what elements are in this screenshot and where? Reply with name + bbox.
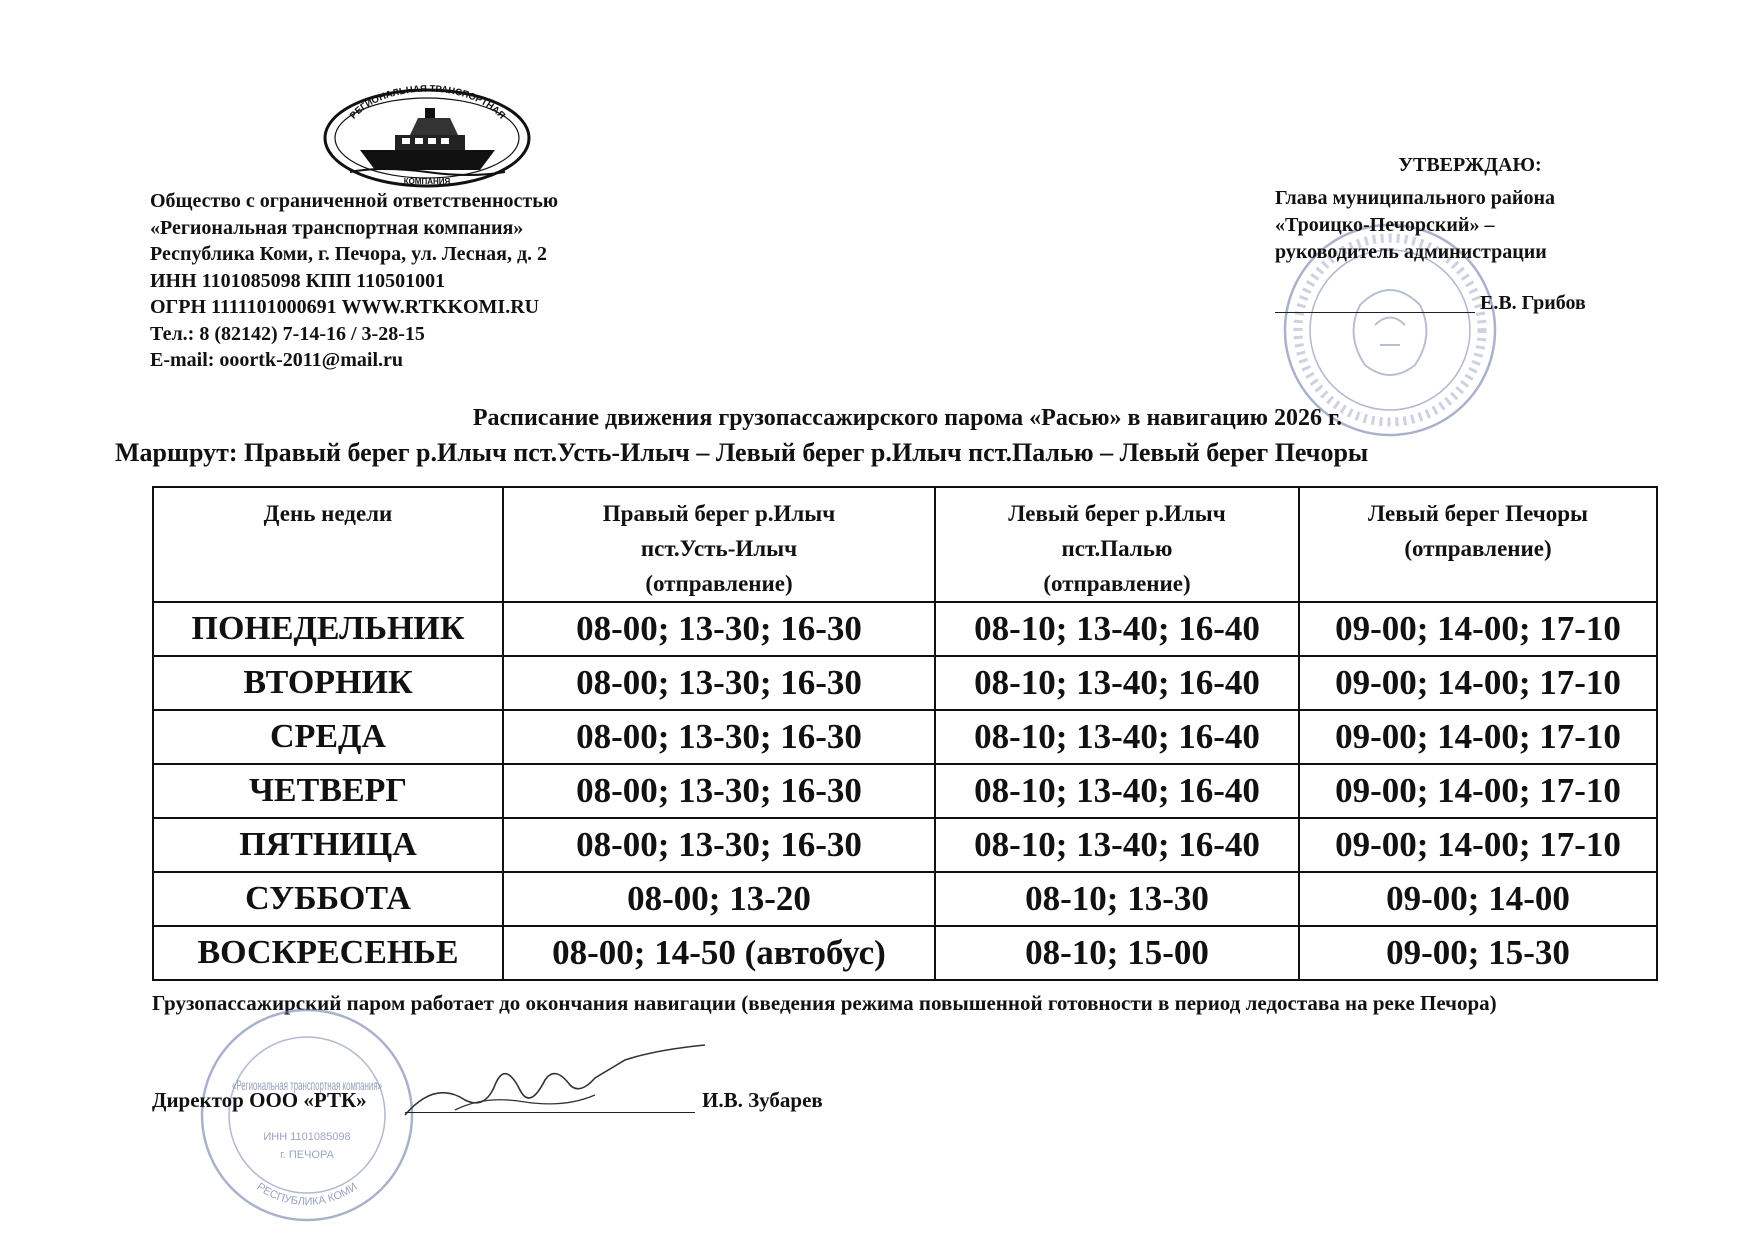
time-cell: 09-00; 14-00; 17-10	[1299, 710, 1657, 764]
table-row	[153, 656, 1657, 710]
company-line-ogrn: ОГРН 1111101000691 WWW.RTKKOMI.RU	[150, 296, 540, 318]
route-title: Маршрут: Правый берег р.Илыч пст.Усть-Илыч – Левый берег р.Илыч пст.Палью – Левый берег Печоры	[115, 438, 1369, 467]
time-cell: 08-10; 13-40; 16-40	[935, 764, 1299, 818]
header-line: пст.Усть-Илыч	[640, 536, 798, 561]
time-cell: 09-00; 14-00	[1299, 872, 1657, 926]
approval-signature-line	[1275, 312, 1475, 313]
time-cell: 08-10; 13-40; 16-40	[935, 602, 1299, 656]
day-cell: ПОНЕДЕЛЬНИК	[153, 602, 503, 656]
header-line: День недели	[263, 501, 393, 526]
time-cell: 08-10; 15-00	[935, 926, 1299, 980]
table-row	[153, 818, 1657, 872]
day-cell: СРЕДА	[153, 710, 503, 764]
time-cell: 09-00; 15-30	[1299, 926, 1657, 980]
approval-line-1: Глава муниципального района	[1275, 187, 1555, 209]
company-logo	[320, 80, 535, 190]
header-line: пст.Палью	[1061, 536, 1173, 561]
day-cell: ВОСКРЕСЕНЬЕ	[153, 926, 503, 980]
director-signature-line	[405, 1112, 695, 1113]
header-day	[153, 487, 503, 602]
time-cell: 08-00; 13-30; 16-30	[503, 710, 935, 764]
table-row	[153, 926, 1657, 980]
header-line: Левый берег Печоры	[1368, 501, 1588, 526]
approval-name: Е.В. Грибов	[1480, 292, 1586, 314]
header-line: Левый берег р.Илыч	[1008, 501, 1226, 526]
time-cell: 08-10; 13-40; 16-40	[935, 710, 1299, 764]
company-line-address: Республика Коми, г. Печора, ул. Лесная, д. 2	[150, 243, 548, 265]
table-row	[153, 764, 1657, 818]
stamp-inn: ИНН 1101085098	[263, 1131, 351, 1143]
ship-icon	[350, 108, 505, 175]
table-row	[153, 872, 1657, 926]
time-cell: 09-00; 14-00; 17-10	[1299, 818, 1657, 872]
company-line-email: E-mail: ooortk-2011@mail.ru	[150, 349, 404, 371]
table-row	[153, 602, 1657, 656]
header-line: (отправление)	[645, 571, 793, 596]
company-line-inn: ИНН 1101085098 КПП 110501001	[150, 269, 446, 292]
approval-title: УТВЕРЖДАЮ:	[1398, 154, 1542, 176]
company-line-phone: Тел.: 8 (82142) 7-14-16 / 3-28-15	[150, 322, 425, 345]
header-line: Правый берег р.Илыч	[602, 501, 836, 526]
company-info	[150, 188, 558, 374]
day-cell: ПЯТНИЦА	[153, 818, 503, 872]
table-row	[153, 710, 1657, 764]
header-line: (отправление)	[1043, 571, 1191, 596]
company-line-name: Общество с ограниченной ответственностью	[150, 190, 559, 212]
table-header-row	[153, 487, 1657, 602]
logo-bottom-text: КОМПАНИЯ	[403, 177, 451, 186]
day-cell: ЧЕТВЕРГ	[153, 764, 503, 818]
header-left-bank-palyu	[935, 487, 1299, 602]
company-line-brand: «Региональная транспортная компания»	[150, 216, 524, 239]
schedule-table	[152, 486, 1658, 981]
header-line: (отправление)	[1404, 536, 1552, 561]
day-cell: ВТОРНИК	[153, 656, 503, 710]
time-cell: 08-00; 13-30; 16-30	[503, 656, 935, 710]
time-cell: 08-00; 14-50 (автобус)	[503, 926, 935, 980]
time-cell: 08-00; 13-30; 16-30	[503, 602, 935, 656]
director-label: Директор ООО «РТК»	[152, 1088, 367, 1112]
header-right-bank	[503, 487, 935, 602]
approval-line-3: руководитель администрации	[1275, 241, 1547, 263]
stamp-city: г. ПЕЧОРА	[280, 1149, 334, 1161]
time-cell: 08-10; 13-40; 16-40	[935, 656, 1299, 710]
time-cell: 09-00; 14-00; 17-10	[1299, 656, 1657, 710]
time-cell: 08-10; 13-40; 16-40	[935, 818, 1299, 872]
approval-line-2: «Троицко-Печорский» –	[1275, 214, 1495, 236]
director-name: И.В. Зубарев	[702, 1088, 823, 1112]
stamp-region: РЕСПУБЛИКА КОМИ	[254, 1180, 360, 1209]
navigation-note: Грузопассажирский паром работает до окончания навигации (введения режима повышенной готовности в период ледостава на реке Печора)	[152, 991, 1497, 1015]
time-cell: 08-00; 13-20	[503, 872, 935, 926]
company-stamp	[192, 1000, 422, 1230]
time-cell: 08-00; 13-30; 16-30	[503, 818, 935, 872]
logo-arc-text: РЕГИОНАЛЬНАЯ ТРАНСПОРТНАЯ	[347, 83, 508, 122]
time-cell: 09-00; 14-00; 17-10	[1299, 602, 1657, 656]
header-left-bank-pechora	[1299, 487, 1657, 602]
time-cell: 09-00; 14-00; 17-10	[1299, 764, 1657, 818]
stamp-company-text: «Региональная транспортная компания»	[232, 1077, 383, 1093]
director-signature	[395, 1040, 715, 1130]
day-cell: СУББОТА	[153, 872, 503, 926]
time-cell: 08-00; 13-30; 16-30	[503, 764, 935, 818]
approval-block	[1275, 152, 1635, 314]
time-cell: 08-10; 13-30	[935, 872, 1299, 926]
svg-text:РЕСПУБЛИКА КОМИ	[255, 1181, 360, 1208]
schedule-title: Расписание движения грузопассажирского парома «Расью» в навигацию 2026 г.	[472, 405, 1343, 431]
